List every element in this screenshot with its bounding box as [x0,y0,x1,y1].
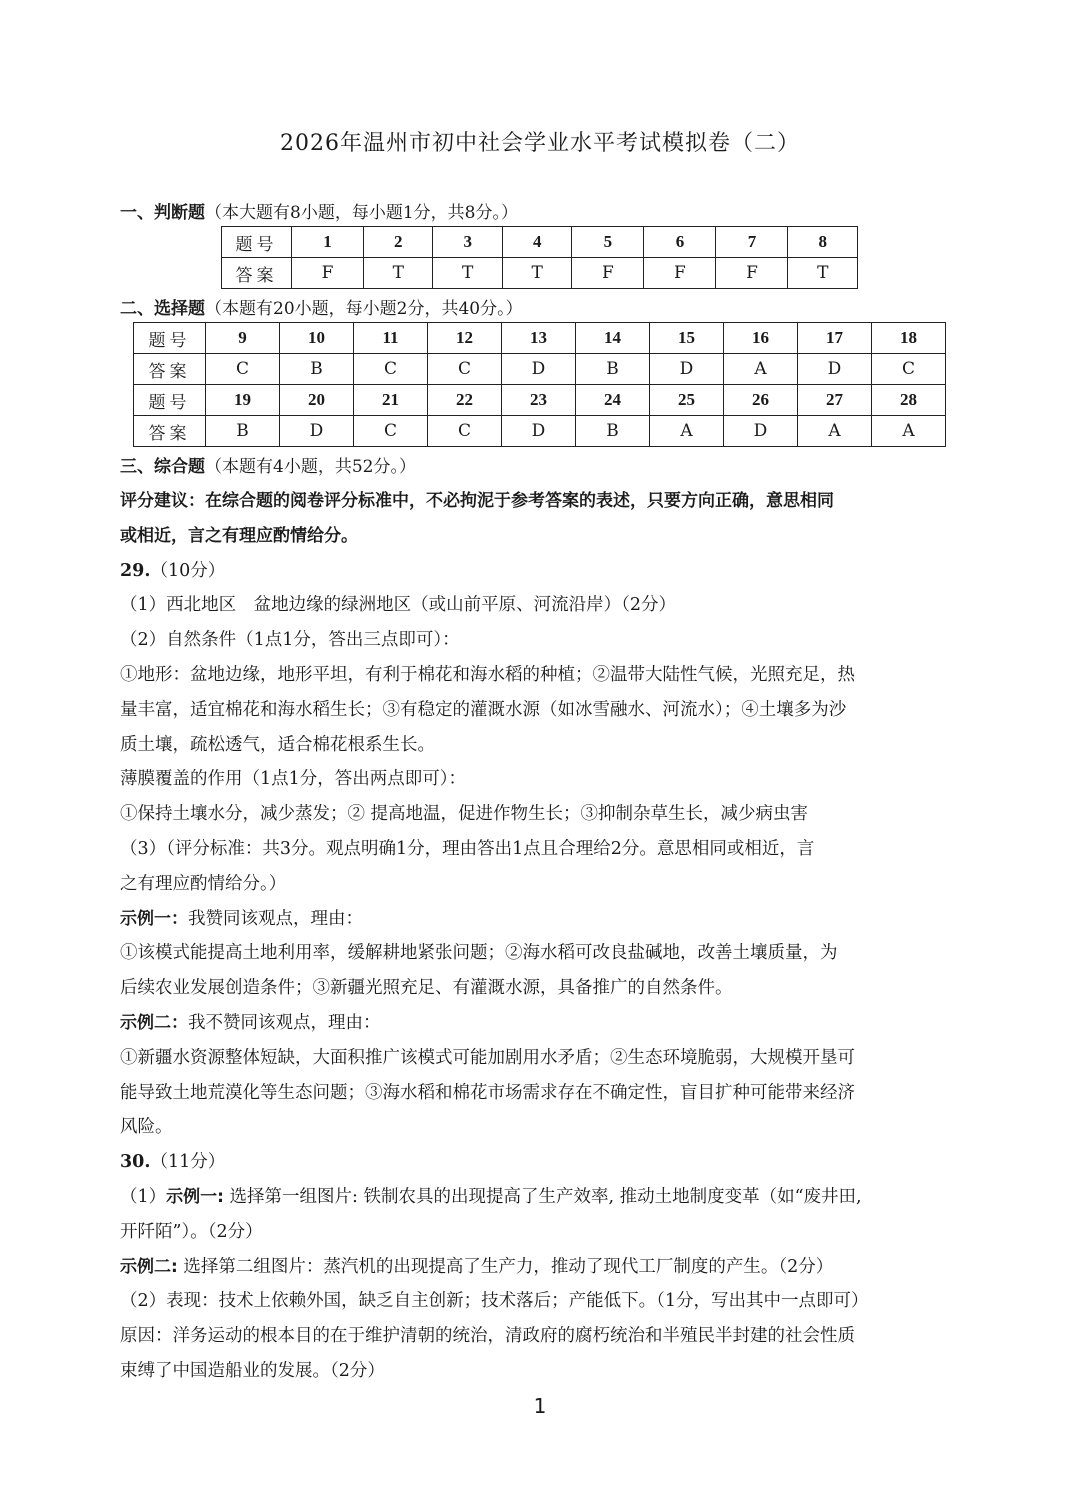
question-number-cell: 20 [280,385,354,416]
question-number-cell: 24 [576,385,650,416]
table-row [134,354,946,385]
question-number-cell: 19 [206,385,280,416]
answer-cell: T [433,258,502,289]
question-number-cell: 18 [872,323,946,354]
example-label: 示例一： [120,908,188,929]
question-number: 30. [120,1152,151,1173]
answer-cell: A [872,416,946,447]
answer-cell: C [428,354,502,385]
question-number-cell: 27 [798,385,872,416]
answer-line: 开阡陌”）。（2分） [120,1221,263,1242]
table-row [222,227,858,258]
example-label: 示例二： [120,1012,188,1033]
row-label: 答案 [222,258,292,289]
answer-line: 风险。 [120,1117,173,1138]
row-label: 答案 [134,416,206,447]
page-title: 2026年温州市初中社会学业水平考试模拟卷（二） [280,131,800,156]
answer-cell: B [576,416,650,447]
section1-note: （本大题有8小题，每小题1分，共8分。） [205,203,518,223]
example-text: 选择第二组图片：蒸汽机的出现提高了生产力，推动了现代工厂制度的产生。（2分） [177,1256,834,1277]
answer-cell: T [788,258,858,289]
answer-cell: D [724,416,798,447]
answer-line: 质土壤，疏松透气，适合棉花根系生长。 [120,734,435,755]
section2-answer-table [133,322,946,447]
question-header [120,1145,965,1180]
answer-line: （2）自然条件（1点1分，答出三点即可）： [120,630,460,651]
answer-cell: A [798,416,872,447]
answer-line: 之有理应酌情给分。） [120,873,287,894]
answer-cell: B [206,416,280,447]
grading-advice-line: 或相近，言之有理应酌情给分。 [120,525,358,546]
answer-cell: T [502,258,571,289]
answer-line: 量丰富，适宜棉花和海水稻生长；③有稳定的灌溉水源（如冰雪融水、河流水）；④土壤多为沙 [120,699,847,720]
example-text: 我不赞同该观点，理由： [188,1012,381,1033]
answer-cell: A [650,416,724,447]
answer-line: ①地形：盆地边缘，地形平坦，有利于棉花和海水稻的种植；②温带大陆性气候，光照充足，热 [120,664,855,685]
answer-cell: D [798,354,872,385]
question-number-cell: 11 [354,323,428,354]
page-number: 1 [533,1394,547,1418]
question-number-cell: 17 [798,323,872,354]
row-label: 题号 [222,227,292,258]
question-number-cell: 5 [572,227,644,258]
question-number-cell: 3 [433,227,502,258]
question-number-cell: 23 [502,385,576,416]
answer-cell: D [502,416,576,447]
answer-cell: F [292,258,364,289]
question-number-cell: 26 [724,385,798,416]
example-text: 我赞同该观点，理由： [188,908,363,929]
section3-note: （本题有4小题，共52分。） [205,457,416,477]
section1-answer-table [221,226,858,289]
answer-line [120,1180,965,1215]
table-row [222,258,858,289]
question-score: （10分） [150,560,226,581]
example-label: 示例二: [120,1256,178,1277]
question-number-cell: 12 [428,323,502,354]
section2-heading: 二、选择题 [120,299,205,319]
question-number-cell: 9 [206,323,280,354]
example-line [120,1006,965,1041]
answer-line: （1）西北地区 盆地边缘的绿洲地区（或山前平原、河流沿岸）（2分） [120,595,677,616]
question-number-cell: 21 [354,385,428,416]
table-row [134,385,946,416]
example-text: 选择第一组图片: 铁制农具的出现提高了生产效率, 推动土地制度变革（如“废井田, [223,1186,862,1207]
answer-cell: C [428,416,502,447]
answer-line: ①该模式能提高土地利用率，缓解耕地紧张问题；②海水稻可改良盐碱地，改善土壤质量，为 [120,943,838,964]
question-number-cell: 28 [872,385,946,416]
question-number-cell: 25 [650,385,724,416]
section2-note: （本题有20小题，每小题2分，共40分。） [205,299,523,319]
answer-line: 能导致土地荒漠化等生态问题；③海水稻和棉花市场需求存在不确定性，盲目扩种可能带来经济 [120,1082,855,1103]
answer-cell: C [354,354,428,385]
example-label: 示例一: [166,1186,224,1207]
question-number-cell: 13 [502,323,576,354]
answer-line: 束缚了中国造船业的发展。（2分） [120,1360,385,1381]
answer-line: 薄膜覆盖的作用（1点1分，答出两点即可）： [120,769,467,790]
row-label: 答案 [134,354,206,385]
grading-advice-line: 评分建议：在综合题的阅卷评分标准中，不必拘泥于参考答案的表述，只要方向正确，意思相同 [120,491,834,511]
row-label: 题号 [134,385,206,416]
question-number-cell: 6 [644,227,716,258]
answer-cell: B [280,354,354,385]
question-number-cell: 4 [502,227,571,258]
answer-cell: A [724,354,798,385]
table-row [134,416,946,447]
answer-line: ①保持土壤水分，减少蒸发；② 提高地温，促进作物生长；③抑制杂草生长，减少病虫害 [120,804,809,825]
section2-heading-line [120,294,523,319]
answer-line: ①新疆水资源整体短缺，大面积推广该模式可能加剧用水矛盾；②生态环境脆弱，大规模开垦可 [120,1047,855,1068]
answer-cell: F [644,258,716,289]
question-header [120,554,965,589]
answer-line: 原因：洋务运动的根本目的在于维护清朝的统治，清政府的腐朽统治和半殖民半封建的社会性质 [120,1326,855,1347]
answer-cell: B [576,354,650,385]
answer-cell: F [716,258,788,289]
question-number-cell: 10 [280,323,354,354]
question-number-cell: 2 [364,227,433,258]
question-number-cell: 1 [292,227,364,258]
section3-heading-line [120,452,416,477]
section1-heading: 一、判断题 [120,203,205,223]
section1-heading-line [120,198,518,223]
answer-cell: C [872,354,946,385]
question-number-cell: 16 [724,323,798,354]
answer-cell: T [364,258,433,289]
table-row [134,323,946,354]
question-number-cell: 22 [428,385,502,416]
question-number: 29. [120,560,151,581]
question-number-cell: 15 [650,323,724,354]
answer-cell: F [572,258,644,289]
answer-line: 后续农业发展创造条件；③新疆光照充足、有灌溉水源，具备推广的自然条件。 [120,978,733,999]
answer-line: （3）（评分标准：共3分。观点明确1分，理由答出1点且合理给2分。意思相同或相近，言 [120,838,815,859]
example-line [120,902,965,937]
section3-heading: 三、综合题 [120,457,205,477]
answer-cell: C [354,416,428,447]
answer-cell: D [280,416,354,447]
question-number-cell: 8 [788,227,858,258]
example-line [120,1250,965,1285]
question-number-cell: 7 [716,227,788,258]
question-score: （11分） [150,1152,226,1173]
answer-cell: D [502,354,576,385]
sub-question-label: （1） [120,1186,167,1207]
row-label: 题号 [134,323,206,354]
answer-line: （2）表现：技术上依赖外国，缺乏自主创新；技术落后；产能低下。（1分，写出其中一点即可） [120,1291,869,1312]
answer-body [120,484,965,1389]
question-number-cell: 14 [576,323,650,354]
answer-cell: D [650,354,724,385]
answer-cell: C [206,354,280,385]
